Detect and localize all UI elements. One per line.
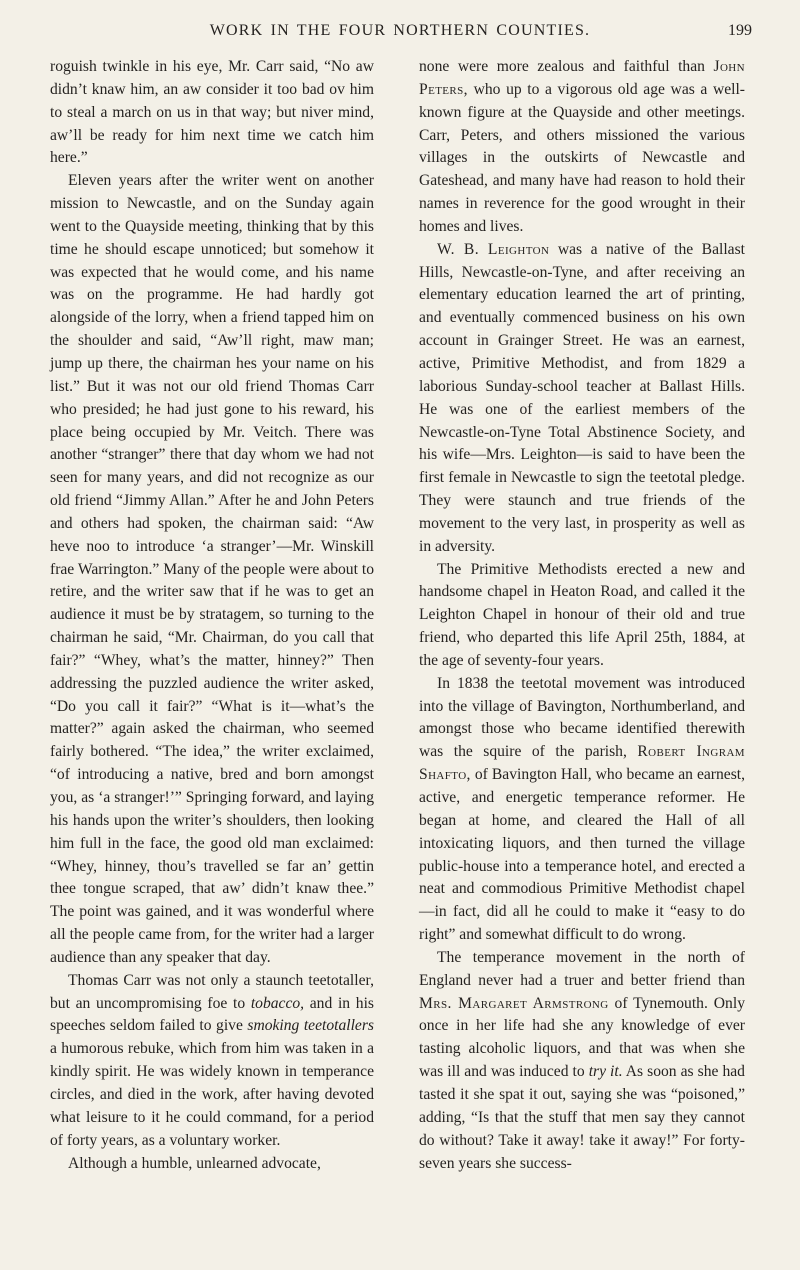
- text-run: of Tynemouth. Only once in her life had she any knowledge of ever tasting alcoholic liquors, and that was when she was ill and was induced to: [419, 994, 745, 1081]
- paragraph: The Primitive Methodists erected a new and handsome chapel in Heaton Road, and called it the Leighton Chapel in honour of their old and true friend, who departed this life April 25th, 1884, at the age of seventy-four years.: [419, 560, 745, 669]
- text-run: In 1838 the teetotal movement was introduced into the village of Bavington, Northumberland, and amongst those who became identified therewith was the squire of the parish,: [419, 674, 745, 761]
- text-run: As soon as she had tasted it she spat it out, saying she was “poisoned,” adding, “Is that the stuff that men say they cannot do without? Take it away! take it away!” For forty-seven years she success-: [419, 1063, 745, 1172]
- paragraph: Eleven years after the writer went on another mission to Newcastle, and on the Sunday again went to the Quayside meeting, thinking that by this time he should escape unnoticed; but somehow it was expected that he would come, and his name was on the programme. He had hardly got alongside of the lorry, when a friend tapped him on the shoulder and said, “Aw’ll right, maw man; jump up there, the chairman hes your name on his list.” But it was not our old friend Thomas Carr who presided; he had just gone to his reward, his place being occupied by Mr. Veitch. There was another “stranger” there that day whom we had not seen for many years, and did not recognize as our old friend “Jimmy Allan.” After he and John Peters and others had spoken, the chairman said: “Aw heve noo to introduce ‘a stranger’—Mr. Winskill frae Warrington.” Many of the people were about to retire, and the writer saw that if he was to get an audience it must be by stratagem, so turning to the chairman he said, “Mr. Chairman, do you call that fair?” “Whey, what’s the matter, hinney?” Then addressing the puzzled audience the writer asked, “Do you call it fair?” “What is it—what’s the matter?” again asked the chairman, who seemed fairly bothered. “The idea,” the writer exclaimed, “of introducing a native, bred and born amongst you, as ‘a stranger!’” Springing forward, and laying his hands upon the writer’s shoulders, then looking him full in the face, the good old man exclaimed: “Whey, hinney, thou’s travelled se far an’ gettin thee tongue scraped, that aw’ didn’t knaw thee.” The point was gained, and it was wonderful where all the people came from, for the writer had a larger audience than any speaker that day.: [50, 172, 374, 966]
- left-column: [50, 56, 374, 1175]
- paragraph: [419, 673, 745, 947]
- paragraph: [50, 970, 374, 1153]
- text-run: The temperance movement in the north of England never had a truer and better friend than: [419, 948, 745, 989]
- paragraph: [419, 947, 745, 1175]
- person-name: Robert Ingram Shafto,: [419, 743, 745, 784]
- running-head: WORK IN THE FOUR NORTHERN COUNTIES.: [209, 22, 591, 39]
- paragraph: [419, 56, 745, 239]
- page-header: [48, 22, 752, 46]
- italic-text: smoking teetotallers: [247, 1017, 374, 1035]
- right-column: [419, 56, 745, 1175]
- text-run: none were more zealous and faithful than: [419, 58, 705, 75]
- italic-text: try it.: [588, 1063, 623, 1081]
- text-run: Thomas Carr was not only a staunch teetotaller, but an uncompromising foe to: [50, 971, 374, 1012]
- person-name: John Peters,: [419, 58, 745, 98]
- text-run: who up to a vigorous old age was a well-known figure at the Quayside and other meetings. Carr, Peters, and others missioned the various villages in the outskirts of Newcastle and Gateshead, and many have had reason to hold their names in reverence for the good wrought in their homes and lives.: [419, 80, 745, 235]
- italic-text: tobacco,: [250, 994, 305, 1012]
- person-name: W. B. Leighton: [437, 240, 550, 258]
- page-number: 199: [728, 22, 752, 39]
- text-run: of Bavington Hall, who became an earnest, active, and energetic temperance reformer. He began at home, and cleared the Hall of all intoxicating liquors, and then turned the village public-house into a temperance hotel, and erected a neat and commodious Primitive Methodist chapel—in fact, did all he could to make it “easy to do right” and somewhat difficult to do wrong.: [419, 766, 745, 944]
- person-name: Mrs. Margaret Armstrong: [419, 994, 609, 1012]
- paragraph: roguish twinkle in his eye, Mr. Carr said, “No aw didn’t knaw him, an aw consider it too bad ov him to steal a march on us in that way; but niver mind, aw’ll be ready for him next time we catch him here.”: [50, 58, 374, 167]
- text-run: a humorous rebuke, which from him was taken in a kindly spirit. He was widely known in temperance circles, and died in the work, after having devoted what leisure to it he could command, for a period of forty years, as a voluntary worker.: [50, 1040, 374, 1149]
- paragraph: [419, 239, 745, 559]
- text-run: and in his speeches seldom failed to give: [50, 994, 374, 1035]
- text-run: was a native of the Ballast Hills, Newcastle-on-Tyne, and after receiving an elementary education learned the art of printing, and eventually commenced business on his own account in Grainger Street. He was an earnest, active, Primitive Methodist, and from 1829 a laborious Sunday-school teacher at Ballast Hills. He was one of the earliest members of the Newcastle-on-Tyne Total Abstinence Society, and his wife—Mrs. Leighton—is said to have been the first female in Newcastle to sign the teetotal pledge. They were staunch and true friends of the movement to the very last, in prosperity as well as in adversity.: [419, 240, 745, 555]
- paragraph: Although a humble, unlearned advocate,: [68, 1154, 321, 1172]
